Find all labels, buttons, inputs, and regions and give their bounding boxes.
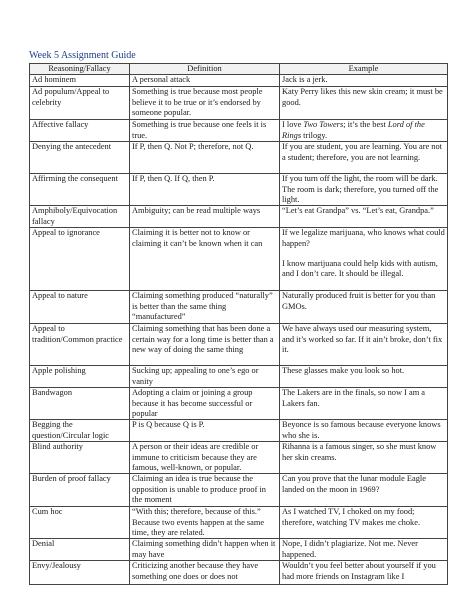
table-header (30, 64, 448, 75)
example-cell (280, 324, 448, 366)
table-row (30, 442, 448, 474)
example-text: These glasses make you look so hot. (282, 366, 405, 376)
fallacy-name-cell: Envy/Jealousy (30, 561, 130, 585)
example-text: We have always used our measuring system, and it’s worked so far. If it ain’t broke, don’t fix it. (282, 324, 443, 354)
example-text: Wouldn’t you feel better about yourself if you had more friends on Instagram like I (282, 561, 436, 581)
fallacy-table (29, 63, 448, 585)
example-text: If we legalize marijuana, who knows what could happen? (282, 228, 445, 248)
table-row (30, 87, 448, 120)
example-cell (280, 507, 448, 539)
example-cell (280, 388, 448, 420)
example-text: The Lakers are in the finals, so now I am a Lakers fan. (282, 388, 426, 408)
table-row (30, 291, 448, 324)
fallacy-name-cell: Apple polishing (30, 366, 130, 388)
example-cell (280, 142, 448, 174)
fallacy-name-cell: Affective fallacy (30, 120, 130, 142)
table-row (30, 174, 448, 206)
column-header-definition: Definition (130, 64, 280, 75)
example-cell (280, 539, 448, 561)
fallacy-name-cell: Begging the question/Circular logic (30, 420, 130, 442)
table-row (30, 120, 448, 142)
example-text: Nope, I didn’t plagiarize. Not me. Never happened. (282, 539, 418, 559)
table-row (30, 388, 448, 420)
table-row (30, 228, 448, 291)
table-row (30, 507, 448, 539)
fallacy-name-cell: Denial (30, 539, 130, 561)
example-text: I know marijuana could help kids with autism, and I don’t care. It should be illegal. (282, 258, 438, 279)
fallacy-name-cell: Appeal to ignorance (30, 228, 130, 291)
table-row (30, 324, 448, 366)
example-text: “Let’s eat Grandpa” vs. “Let’s eat, Grandpa.” (282, 206, 434, 216)
example-text: Katy Perry likes this new skin cream; it must be good. (282, 87, 443, 107)
definition-cell: P is Q because Q is P. (130, 420, 280, 442)
fallacy-name-cell: Burden of proof fallacy (30, 474, 130, 507)
definition-cell: Something is true because one feels it is true. (130, 120, 280, 142)
header-row (30, 64, 448, 75)
fallacy-name-cell: Ad hominem (30, 75, 130, 87)
table-row (30, 366, 448, 388)
table-row (30, 142, 448, 174)
definition-cell: A person or their ideas are credible or immune to criticism because they are famous, well-known, or popular. (130, 442, 280, 474)
definition-cell: “With this; therefore, because of this.” Because two events happen at the same time, they are related. (130, 507, 280, 539)
example-cell (280, 174, 448, 206)
example-cell (280, 206, 448, 228)
example-text: I love Two Towers; it’s the best Lord of the Rings trilogy. (282, 120, 425, 140)
column-header-example: Example (280, 64, 448, 75)
example-cell (280, 87, 448, 120)
fallacy-name-cell: Blind authority (30, 442, 130, 474)
fallacy-name-cell: Appeal to tradition/Common practice (30, 324, 130, 366)
page-title: Week 5 Assignment Guide (29, 50, 136, 61)
example-text: Naturally produced fruit is better for you than GMOs. (282, 291, 436, 311)
example-cell (280, 561, 448, 585)
example-cell (280, 120, 448, 142)
example-cell (280, 442, 448, 474)
fallacy-name-cell: Amphiboly/Equivocation fallacy (30, 206, 130, 228)
table-body (30, 75, 448, 585)
definition-cell: Claiming something didn’t happen when it may have (130, 539, 280, 561)
definition-cell: Sucking up; appealing to one’s ego or vanity (130, 366, 280, 388)
example-text: Can you prove that the lunar module Eagle landed on the moon in 1969? (282, 474, 426, 494)
definition-cell: Ambiguity; can be read multiple ways (130, 206, 280, 228)
example-text: As I watched TV, I choked on my food; therefore, watching TV makes me choke. (282, 507, 421, 527)
example-text: If you are student, you are learning. You are not a student; therefore, you are not learning. (282, 142, 443, 162)
table-row (30, 474, 448, 507)
fallacy-name-cell: Appeal to nature (30, 291, 130, 324)
example-cell (280, 474, 448, 507)
definition-cell: Something is true because most people believe it to be true or it’s endorsed by someone popular. (130, 87, 280, 120)
example-cell (280, 228, 448, 291)
definition-cell: Criticizing another because they have something one does or does not (130, 561, 280, 585)
fallacy-name-cell: Denying the antecedent (30, 142, 130, 174)
definition-cell: Adopting a claim or joining a group because it has become successful or popular (130, 388, 280, 420)
example-cell (280, 420, 448, 442)
definition-cell: If P, then Q. If Q, then P. (130, 174, 280, 206)
definition-cell: Claiming it is better not to know or claiming it can’t be known when it can (130, 228, 280, 291)
fallacy-name-cell: Bandwagon (30, 388, 130, 420)
definition-cell: Claiming an idea is true because the opposition is unable to produce proof in the moment (130, 474, 280, 507)
fallacy-name-cell: Ad populum/Appeal to celebrity (30, 87, 130, 120)
table-row (30, 561, 448, 585)
example-text: Jack is a jerk. (282, 75, 328, 85)
example-text: If you turn off the light, the room will be dark. The room is dark; therefore, you turned off the light. (282, 174, 439, 204)
example-cell (280, 366, 448, 388)
table-row (30, 206, 448, 228)
definition-cell: If P, then Q. Not P; therefore, not Q. (130, 142, 280, 174)
column-header-reasoning: Reasoning/Fallacy (30, 64, 130, 75)
fallacy-name-cell: Affirming the consequent (30, 174, 130, 206)
table-row (30, 75, 448, 87)
fallacy-name-cell: Cum hoc (30, 507, 130, 539)
example-text: Beyonce is so famous because everyone knows who she is. (282, 420, 441, 440)
definition-cell: Claiming something that has been done a certain way for a long time is better than a new way of doing the same thing (130, 324, 280, 366)
example-text: Rihanna is a famous singer, so she must know her skin creams. (282, 442, 437, 462)
definition-cell: Claiming something produced “naturally” is better than the same thing “manufactured” (130, 291, 280, 324)
example-cell (280, 291, 448, 324)
table-row (30, 539, 448, 561)
example-cell (280, 75, 448, 87)
table-row (30, 420, 448, 442)
definition-cell: A personal attack (130, 75, 280, 87)
